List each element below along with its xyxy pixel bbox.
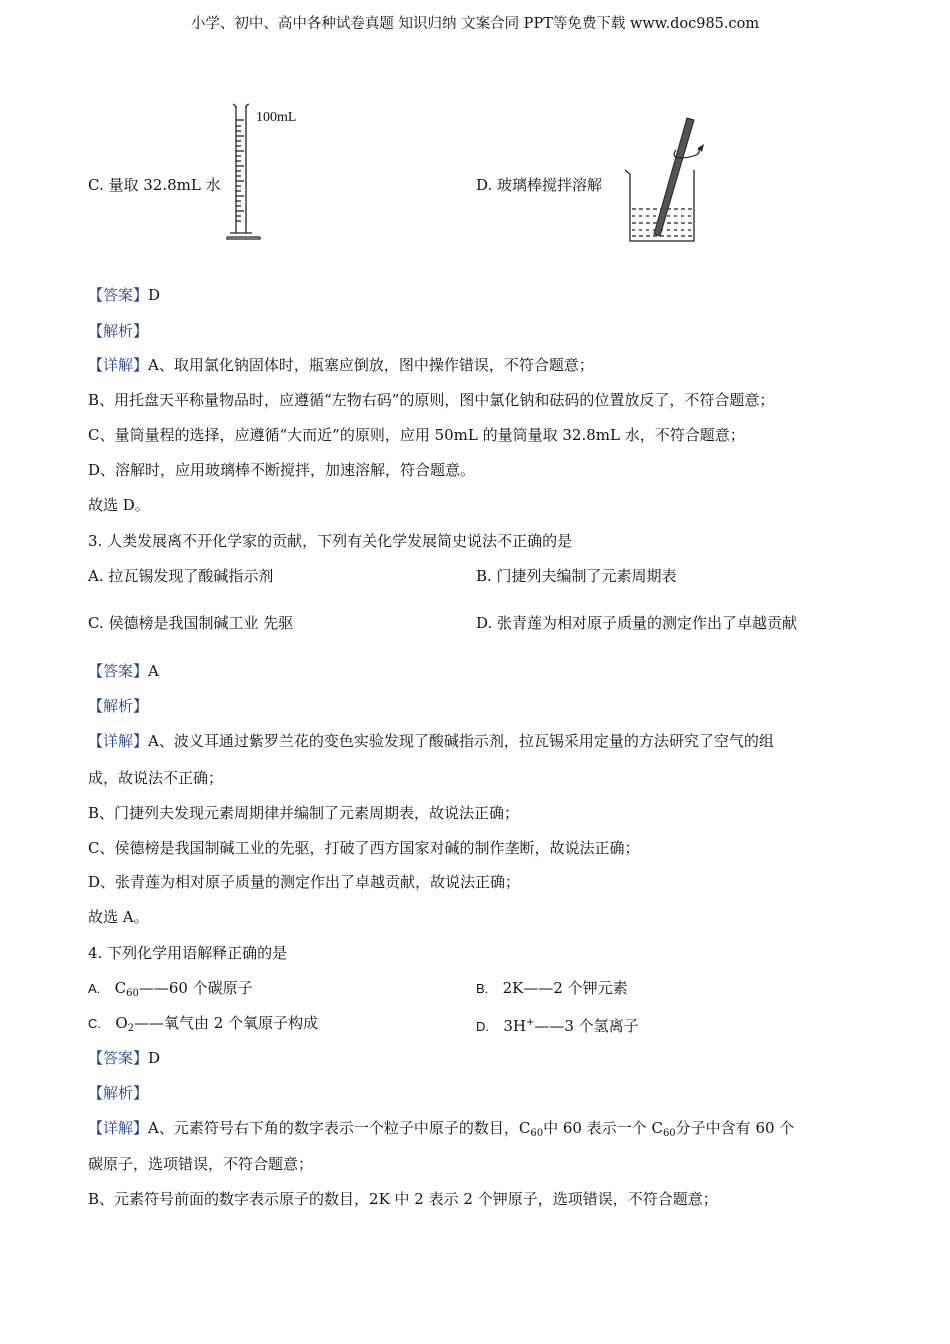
q2-detail-line: 【详解】A、取用氯化钠固体时，瓶塞应倒放，图中操作错误，不符合题意； [88,356,594,374]
detail-tag: 【详解】 [88,732,149,750]
q3-option-a: A. 拉瓦锡发现了酸碱指示剂 [88,567,274,585]
q3-answer [88,660,159,682]
glass-rod-icon [654,118,704,236]
answer-tag: 【答案】 [88,1049,149,1067]
q3-stem: 3. 人类发展离不开化学家的贡献，下列有关化学发展简史说法不正确的是 [88,532,573,550]
q3-option-b: B. 门捷列夫编制了元素周期表 [476,567,677,585]
q2-analysis-tag: 【解析】 [88,322,149,340]
q4-option-a: A. $C_{60}——60$ 个碳原子 [88,979,253,999]
q4-option-d: D. 3H+——3 个氢离子 [476,1017,639,1035]
q3-detail-line: B、门捷列夫发现元素周期律并编制了元素周期表，故说法正确； [88,804,520,822]
q4-detail-line: 碳原子，选项错误，不符合题意； [88,1155,314,1173]
q3-detail-line: C、侯德榜是我国制碱工业的先驱，打破了西方国家对碱的制作垄断，故说法正确； [88,839,640,857]
detail-tag: 【详解】 [88,356,149,374]
answer-value: D [148,1049,161,1067]
q2-detail-line: C、量筒量程的选择，应遵循“大而近”的原则，应用 50mL 的量筒量取 32.8mL 水，不符合题意； [88,426,745,444]
answer-value: D [148,286,161,304]
q4-option-b: B. 2K——2 个钾元素 [476,979,628,997]
option-c-label: C. 量取 32.8mL 水 [88,176,221,194]
q3-detail-line: D、张青莲为相对原子质量的测定作出了卓越贡献，故说法正确； [88,873,521,891]
q4-analysis-tag: 【解析】 [88,1084,149,1102]
q3-detail-line: 成，故说法不正确； [88,769,224,787]
answer-tag: 【答案】 [88,286,149,304]
option-d-label: D. 玻璃棒搅拌溶解 [476,176,603,194]
q2-answer [88,284,160,306]
q3-option-d: D. 张青莲为相对原子质量的测定作出了卓越贡献 [476,614,798,632]
graduated-cylinder-figure [222,100,312,245]
answer-tag: 【答案】 [88,662,149,680]
q4-answer [88,1047,160,1069]
beaker-stirring-figure [618,112,708,247]
cylinder-capacity-label: 100mL [256,110,297,125]
q2-detail-line: D、溶解时，应用玻璃棒不断搅拌，加速溶解，符合题意。 [88,461,476,479]
page-header: 小学、初中、高中各种试卷真题 知识归纳 文案合同 PPT等免费下载 www.doc985.com [190,16,760,32]
q3-conclusion: 故选 A。 [88,908,149,926]
q4-detail-line: 【详解】A、元素符号右下角的数字表示一个粒子中原子的数目，$C_{60}$中 60 表示一个 $C_{60}$分子中含有 60 个 [88,1119,795,1139]
q4-option-c: C. $O_2——$氧气由 2 个氧原子构成 [88,1014,319,1034]
q4-stem: 4. 下列化学用语解释正确的是 [88,944,288,962]
q3-option-c: C. 侯德榜是我国制碱工业 先驱 [88,614,294,632]
q2-detail-line: B、用托盘天平称量物品时，应遵循“左物右码”的原则，图中氯化钠和砝码的位置放反了，不符合题意； [88,391,775,409]
answer-value: A [148,662,159,680]
detail-tag: 【详解】 [88,1119,149,1137]
q3-analysis-tag: 【解析】 [88,697,149,715]
q3-detail-line: 【详解】A、波义耳通过紫罗兰花的变色实验发现了酸碱指示剂，拉瓦锡采用定量的方法研究了空气的组 [88,732,774,750]
q4-detail-line: B、元素符号前面的数字表示原子的数目，2K 中 2 表示 2 个钾原子，选项错误，不符合题意； [88,1190,718,1208]
q2-conclusion: 故选 D。 [88,496,150,514]
